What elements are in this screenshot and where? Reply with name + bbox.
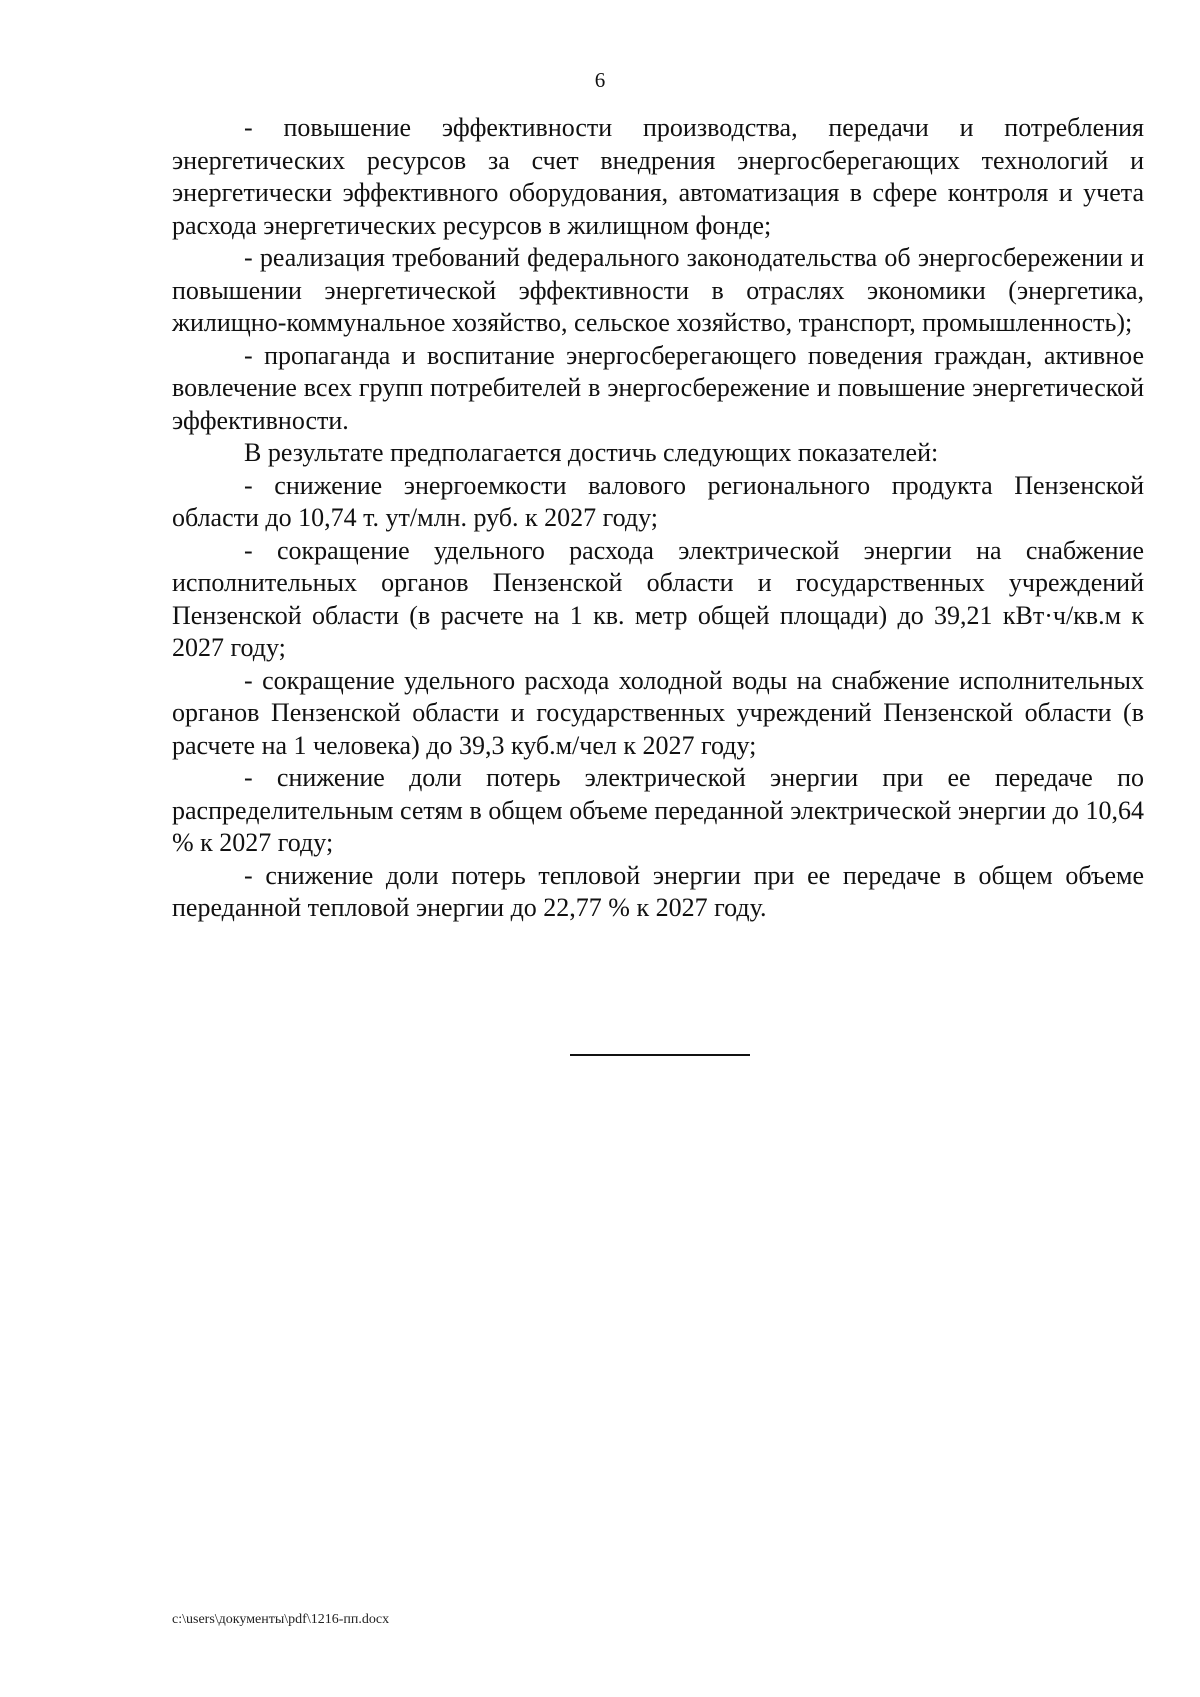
footer-file-path: c:\users\документы\pdf\1216-пп.docx [172,1612,390,1627]
paragraph-heat-losses: - снижение доли потерь тепловой энергии при ее передаче в общем объеме переданной тепловой энергии до 22,77 % к 2027 году. [172,860,1144,922]
paragraph-energy-intensity: - снижение энергоемкости валового регионального продукта Пензенской области до 10,74 т. ут/млн. руб. к 2027 году; [172,470,1144,532]
paragraph-cold-water-consumption: - сокращение удельного расхода холодной воды на снабжение исполнительных органов Пензенской области и государственных учреждений Пензенской области (в расчете на 1 человека) до 39,3 куб.м/чел к 2027 году; [172,665,1144,760]
paragraph-propaganda: - пропаганда и воспитание энергосберегающего поведения граждан, активное вовлечение всех групп потребителей в энергосбережение и повышение энергетической эффективности. [172,340,1144,435]
end-divider [570,1054,750,1056]
paragraph-federal-legislation: - реализация требований федерального законодательства об энергосбережении и повышении энергетической эффективности в отраслях экономики (энергетика, жилищно-коммунальное хозяйство, сельское хозяйство, транспорт, промышленность); [172,243,1144,337]
paragraph-energy-efficiency-production: - повышение эффективности производства, передачи и потребления энергетических ресурсов за счет внедрения энергосберегающих технологий и энергетически эффективного оборудования, автоматизация в сфере контроля и учета расхода энергетических ресурсов в жилищном фонде; [172,113,1144,240]
paragraph-electricity-consumption: - сокращение удельного расхода электрической энергии на снабжение исполнительных органов Пензенской области и государственных учреждений Пензенской области (в расчете на 1 кв. метр общей площади) до 39,21 кВт·ч/кв.м к 2027 году; [172,535,1144,662]
document-body [172,112,1144,925]
paragraph-results-intro: В результате предполагается достичь следующих показателей: [244,438,939,467]
page-number: 6 [594,68,606,92]
paragraph-electricity-losses: - снижение доли потерь электрической энергии при ее передаче по распределительным сетям в общем объеме переданной электрической энергии до 10,64 % к 2027 году; [172,763,1144,857]
